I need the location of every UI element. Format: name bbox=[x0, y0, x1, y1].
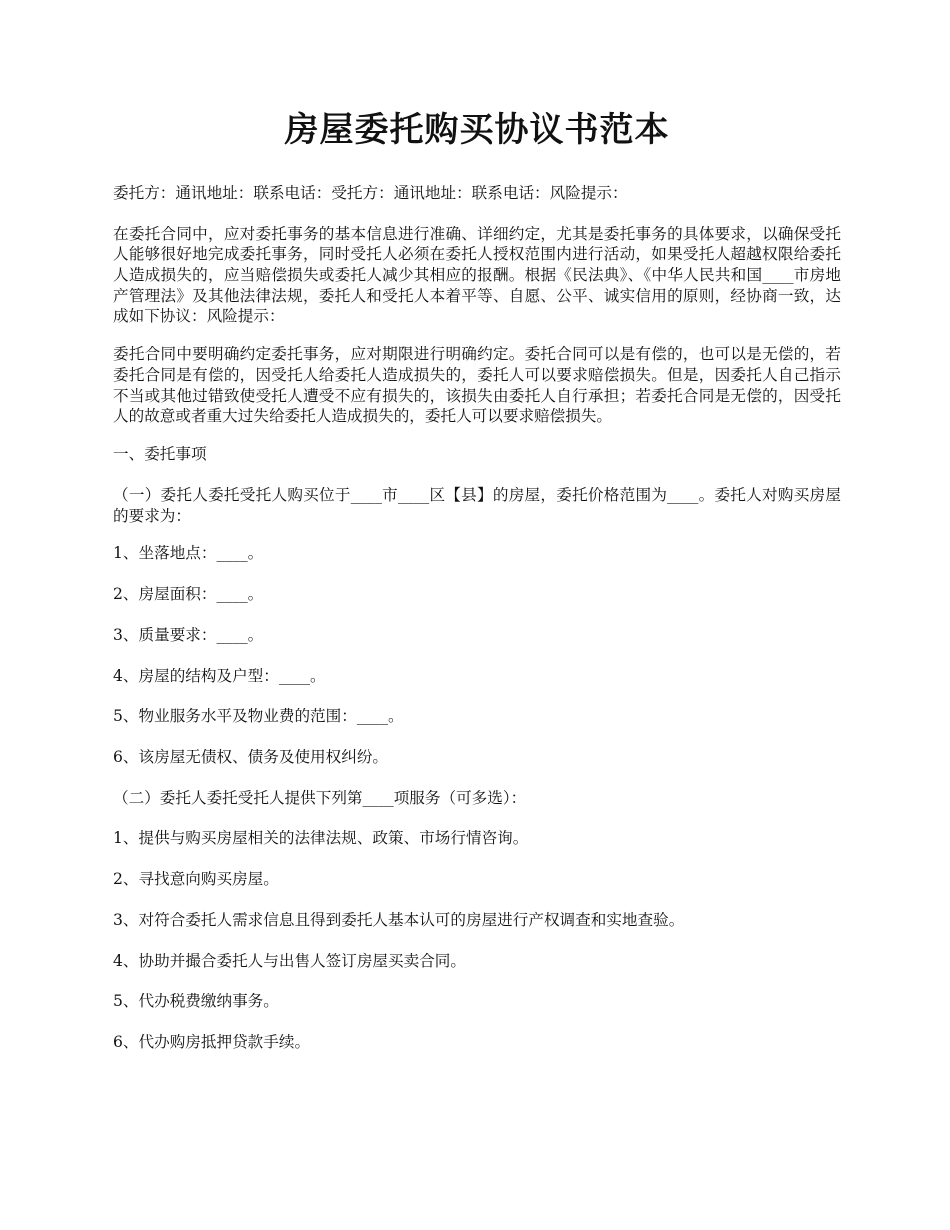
service-search: 2、寻找意向购买房屋。 bbox=[113, 870, 279, 889]
parties-line: 委托方：通讯地址：联系电话：受托方：通讯地址：联系电话：风险提示： bbox=[113, 183, 628, 202]
service-mortgage-procedures: 6、代办购房抵押贷款手续。 bbox=[113, 1033, 311, 1052]
risk-notice-paragraph-1: 在委托合同中，应对委托事务的基本信息进行准确、详细约定，尤其是委托事务的具体要求，以确保受托人能够很好地完成委托事务，同时受托人必须在委托人授权范围内进行活动，如果受托人超越权限给委托人造成损失的，应当赔偿损失或委托人减少其相应的报酬。根据《民法典》、《中华人民共和国____市房地产管理法》及其他法律法规，委托人和受托人本着平等、自愿、公平、诚实信用的原则，经协商一致，达成如下协议：风险提示： bbox=[113, 224, 841, 326]
requirement-location: 1、坐落地点：____。 bbox=[113, 544, 264, 563]
service-tax-payment: 5、代办税费缴纳事务。 bbox=[113, 992, 279, 1011]
requirement-quality: 3、质量要求：____。 bbox=[113, 625, 264, 644]
service-consulting: 1、提供与购买房屋相关的法律法规、政策、市场行情咨询。 bbox=[113, 829, 529, 848]
requirement-no-disputes: 6、该房屋无债权、债务及使用权纠纷。 bbox=[113, 748, 389, 767]
section-heading-entrusted-matters: 一、委托事项 bbox=[113, 445, 207, 464]
clause-2-services: （二）委托人委托受托人提供下列第____项服务（可多选）： bbox=[113, 788, 527, 807]
requirement-area: 2、房屋面积：____。 bbox=[113, 585, 264, 604]
clause-1-purchase-scope: （一）委托人委托受托人购买位于____市____区【县】的房屋，委托价格范围为____。委托人对购买房屋的要求为： bbox=[113, 485, 841, 525]
service-contract-assistance: 4、协助并撮合委托人与出售人签订房屋买卖合同。 bbox=[113, 951, 466, 970]
risk-notice-paragraph-2: 委托合同中要明确约定委托事务，应对期限进行明确约定。委托合同可以是有偿的，也可以是无偿的，若委托合同是有偿的，因受托人给委托人造成损失的，委托人可以要求赔偿损失。但是，因委托人自己指示不当或其他过错致使受托人遭受不应有损失的，该损失由委托人自行承担；若委托合同是无偿的，因受托人的故意或者重大过失给委托人造成损失的，委托人可以要求赔偿损失。 bbox=[113, 345, 841, 426]
requirement-structure: 4、房屋的结构及户型：____。 bbox=[113, 666, 326, 685]
service-inspection: 3、对符合委托人需求信息且得到委托人基本认可的房屋进行产权调查和实地查验。 bbox=[113, 910, 685, 929]
document-page bbox=[113, 110, 841, 1073]
document-title: 房屋委托购买协议书范本 bbox=[284, 110, 670, 150]
requirement-property-service: 5、物业服务水平及物业费的范围：____。 bbox=[113, 707, 404, 726]
